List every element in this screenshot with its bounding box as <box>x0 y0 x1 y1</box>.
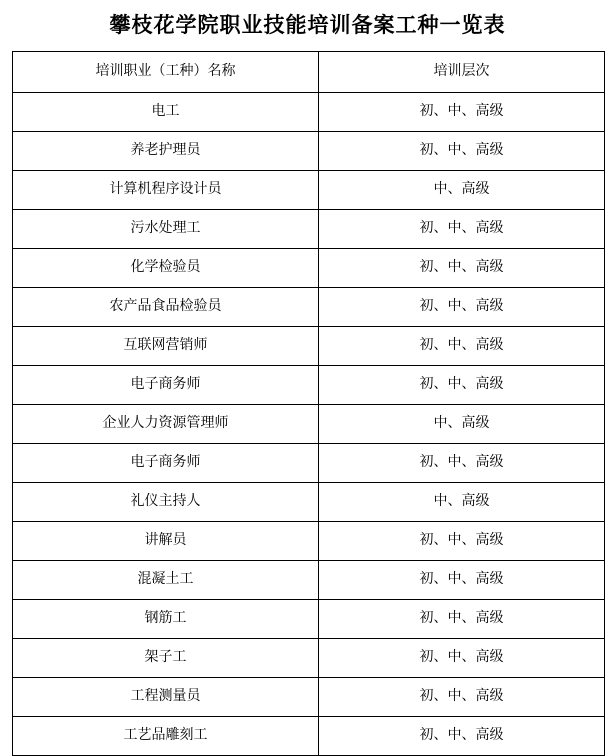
table-row <box>13 561 605 600</box>
cell-occupation: 工艺品雕刻工 <box>13 717 319 756</box>
cell-level: 初、中、高级 <box>319 717 605 756</box>
cell-level: 初、中、高级 <box>319 93 605 132</box>
cell-level: 初、中、高级 <box>319 678 605 717</box>
cell-level: 初、中、高级 <box>319 132 605 171</box>
table-row <box>13 444 605 483</box>
table-row <box>13 678 605 717</box>
table-row <box>13 522 605 561</box>
cell-level: 初、中、高级 <box>319 249 605 288</box>
cell-occupation: 钢筋工 <box>13 600 319 639</box>
cell-occupation: 混凝土工 <box>13 561 319 600</box>
column-header-level: 培训层次 <box>319 52 605 93</box>
cell-occupation: 污水处理工 <box>13 210 319 249</box>
page-title: 攀枝花学院职业技能培训备案工种一览表 <box>109 12 506 37</box>
table-row <box>13 171 605 210</box>
cell-occupation: 工程测量员 <box>13 678 319 717</box>
cell-occupation: 讲解员 <box>13 522 319 561</box>
table-header <box>13 52 605 93</box>
table-row <box>13 327 605 366</box>
cell-occupation: 计算机程序设计员 <box>13 171 319 210</box>
cell-occupation: 化学检验员 <box>13 249 319 288</box>
cell-level: 初、中、高级 <box>319 522 605 561</box>
table-row <box>13 288 605 327</box>
cell-occupation: 养老护理员 <box>13 132 319 171</box>
cell-occupation: 农产品食品检验员 <box>13 288 319 327</box>
cell-occupation: 互联网营销师 <box>13 327 319 366</box>
table-row <box>13 132 605 171</box>
cell-level: 初、中、高级 <box>319 444 605 483</box>
cell-level: 初、中、高级 <box>319 639 605 678</box>
cell-occupation: 电工 <box>13 93 319 132</box>
table-row <box>13 717 605 756</box>
table-row <box>13 405 605 444</box>
table-header-row <box>13 52 605 93</box>
cell-level: 初、中、高级 <box>319 366 605 405</box>
cell-occupation: 电子商务师 <box>13 366 319 405</box>
training-occupations-table <box>12 51 605 756</box>
table-row <box>13 600 605 639</box>
table-container <box>0 51 615 756</box>
table-row <box>13 249 605 288</box>
cell-occupation: 架子工 <box>13 639 319 678</box>
cell-level: 初、中、高级 <box>319 210 605 249</box>
table-row <box>13 639 605 678</box>
cell-level: 初、中、高级 <box>319 600 605 639</box>
table-row <box>13 93 605 132</box>
cell-occupation: 电子商务师 <box>13 444 319 483</box>
cell-level: 中、高级 <box>319 171 605 210</box>
cell-occupation: 礼仪主持人 <box>13 483 319 522</box>
cell-level: 中、高级 <box>319 483 605 522</box>
table-body <box>13 93 605 756</box>
cell-level: 初、中、高级 <box>319 327 605 366</box>
cell-occupation: 企业人力资源管理师 <box>13 405 319 444</box>
cell-level: 初、中、高级 <box>319 288 605 327</box>
cell-level: 中、高级 <box>319 405 605 444</box>
table-row <box>13 483 605 522</box>
column-header-occupation: 培训职业（工种）名称 <box>13 52 319 93</box>
table-row <box>13 210 605 249</box>
table-row <box>13 366 605 405</box>
cell-level: 初、中、高级 <box>319 561 605 600</box>
